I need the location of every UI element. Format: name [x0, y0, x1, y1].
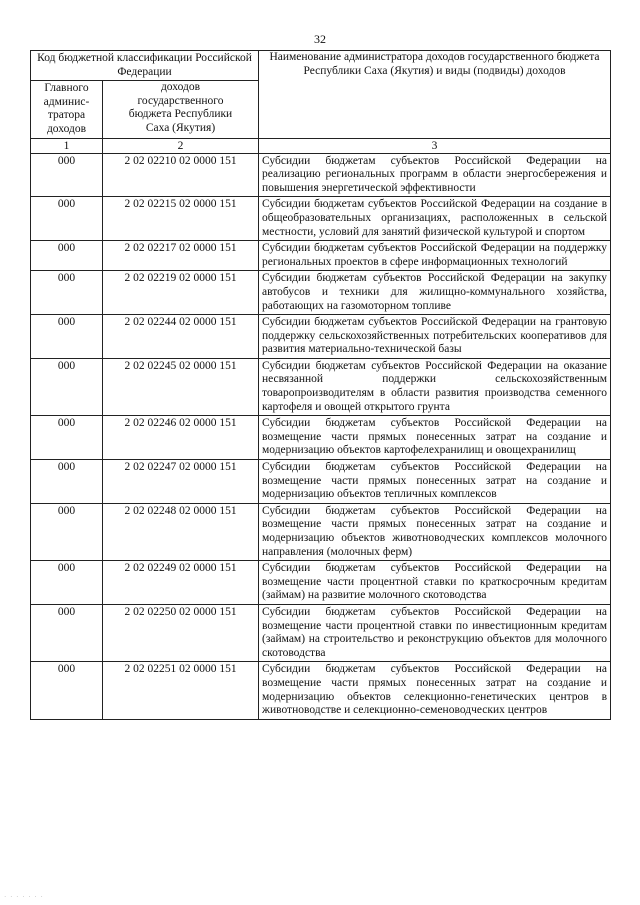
- income-code-cell: 2 02 02247 02 0000 151: [103, 460, 259, 504]
- header-row-group: [31, 51, 611, 81]
- income-code-cell: 2 02 02210 02 0000 151: [103, 153, 259, 197]
- income-code-cell: 2 02 02245 02 0000 151: [103, 358, 259, 415]
- income-name-cell: Субсидии бюджетам субъектов Российской Федерации на поддержку региональных проектов в сфере информационных технологий: [259, 241, 611, 271]
- income-name-cell: Субсидии бюджетам субъектов Российской Федерации на возмещение части прямых понесенных затрат на создание и модернизацию объектов селекционно-генетических центров в животноводстве и селекционно-семеноводческих центров: [259, 662, 611, 719]
- table-row: [31, 241, 611, 271]
- scan-artifact: · · · · · · ·: [4, 893, 44, 901]
- income-code-cell: 2 02 02219 02 0000 151: [103, 271, 259, 315]
- income-name-cell: Субсидии бюджетам субъектов Российской Федерации на возмещение части процентной ставки по инвестиционным кредитам (займам) на строительство и реконструкцию объектов для молочного скотоводства: [259, 604, 611, 661]
- admin-code-cell: 000: [31, 503, 103, 560]
- admin-code-cell: 000: [31, 197, 103, 241]
- table-row: [31, 561, 611, 605]
- income-name-cell: Субсидии бюджетам субъектов Российской Федерации на грантовую поддержку сельскохозяйственных потребительских кооперативов для развития материально-технической базы: [259, 315, 611, 359]
- table-body: [31, 51, 611, 720]
- table-row: [31, 153, 611, 197]
- table-row: [31, 460, 611, 504]
- table-row: [31, 604, 611, 661]
- income-name-cell: Субсидии бюджетам субъектов Российской Федерации на реализацию региональных программ в области энергосбережения и повышения энергетической эффективности: [259, 153, 611, 197]
- income-code-cell: 2 02 02246 02 0000 151: [103, 416, 259, 460]
- header-income-column: доходов государственного бюджета Республики Саха (Якутия): [103, 81, 259, 138]
- income-code-cell: 2 02 02217 02 0000 151: [103, 241, 259, 271]
- table-row: [31, 271, 611, 315]
- admin-code-cell: 000: [31, 460, 103, 504]
- admin-code-cell: 000: [31, 241, 103, 271]
- income-code-cell: 2 02 02248 02 0000 151: [103, 503, 259, 560]
- table-row: [31, 197, 611, 241]
- table-row: [31, 315, 611, 359]
- admin-code-cell: 000: [31, 604, 103, 661]
- table-row: [31, 503, 611, 560]
- budget-classification-table: [30, 50, 611, 720]
- admin-code-cell: 000: [31, 315, 103, 359]
- admin-code-cell: 000: [31, 561, 103, 605]
- table-row: [31, 662, 611, 719]
- admin-code-cell: 000: [31, 153, 103, 197]
- income-code-cell: 2 02 02250 02 0000 151: [103, 604, 259, 661]
- admin-code-cell: 000: [31, 271, 103, 315]
- table-row: [31, 358, 611, 415]
- admin-code-cell: 000: [31, 358, 103, 415]
- column-number-1: 1: [31, 138, 103, 153]
- income-name-cell: Субсидии бюджетам субъектов Российской Федерации на возмещение части процентной ставки по краткосрочным кредитам (займам) на развитие молочного скотоводства: [259, 561, 611, 605]
- column-number-row: [31, 138, 611, 153]
- admin-code-cell: 000: [31, 662, 103, 719]
- admin-code-cell: 000: [31, 416, 103, 460]
- income-name-cell: Субсидии бюджетам субъектов Российской Федерации на закупку автобусов и техники для жилищно-коммунального хозяйства, работающих на газомоторном топливе: [259, 271, 611, 315]
- income-name-cell: Субсидии бюджетам субъектов Российской Федерации на возмещение части прямых понесенных затрат на создание и модернизацию объектов тепличных комплексов: [259, 460, 611, 504]
- header-name-column: Наименование администратора доходов государственного бюджета Республики Саха (Якутия) и виды (подвиды) доходов: [259, 51, 611, 139]
- income-code-cell: 2 02 02215 02 0000 151: [103, 197, 259, 241]
- income-code-cell: 2 02 02251 02 0000 151: [103, 662, 259, 719]
- header-bcc-group: Код бюджетной классификации Российской Федерации: [31, 51, 259, 81]
- page-number: 32: [314, 32, 326, 46]
- income-name-cell: Субсидии бюджетам субъектов Российской Федерации на оказание несвязанной поддержки сельскохозяйственным товаропроизводителям в области развития производства семенного картофеля и овощей открытого грунта: [259, 358, 611, 415]
- column-number-2: 2: [103, 138, 259, 153]
- income-name-cell: Субсидии бюджетам субъектов Российской Федерации на создание в общеобразовательных организациях, расположенных в сельской местности, условий для занятий физической культурой и спортом: [259, 197, 611, 241]
- income-name-cell: Субсидии бюджетам субъектов Российской Федерации на возмещение части прямых понесенных затрат на создание и модернизацию объектов животноводческих комплексов молочного направления (молочных ферм): [259, 503, 611, 560]
- column-number-3: 3: [259, 138, 611, 153]
- income-name-cell: Субсидии бюджетам субъектов Российской Федерации на возмещение части прямых понесенных затрат на создание и модернизацию объектов картофелехранилищ и овощехранилищ: [259, 416, 611, 460]
- income-code-cell: 2 02 02249 02 0000 151: [103, 561, 259, 605]
- income-code-cell: 2 02 02244 02 0000 151: [103, 315, 259, 359]
- header-admin-column: Главного админис-тратора доходов: [31, 81, 103, 138]
- table-row: [31, 416, 611, 460]
